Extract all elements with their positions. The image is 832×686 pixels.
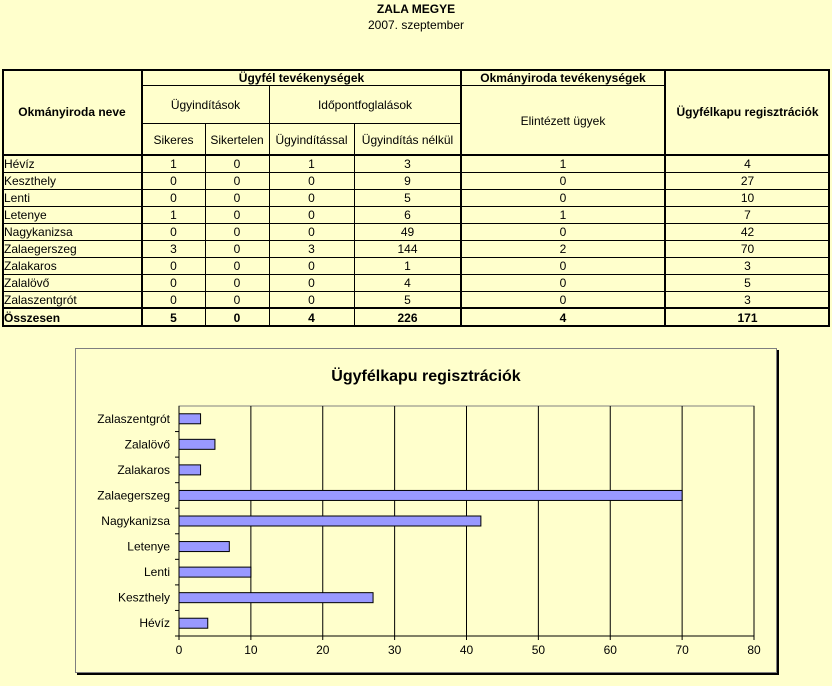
table-cell: 3 — [170, 241, 177, 256]
table-cell: 0 — [308, 292, 315, 307]
table-cell: 0 — [233, 258, 241, 273]
table-cell: 0 — [233, 292, 241, 307]
header-idopontfoglalasok: Időpontfoglalások — [317, 98, 413, 112]
total-cell: 0 — [233, 310, 241, 325]
table-cell: 3 — [404, 156, 411, 171]
bar-chart — [76, 349, 776, 672]
table-gridline — [205, 124, 206, 327]
table-cell: 0 — [308, 275, 315, 290]
table-gridline — [269, 86, 270, 124]
table-gridline — [354, 124, 355, 327]
x-tick-label: 10 — [244, 643, 258, 657]
table-row-separator — [4, 291, 828, 292]
y-category-label: Hévíz — [139, 616, 170, 631]
table-gridline — [141, 69, 143, 327]
table-border-top — [2, 69, 830, 71]
page-title: ZALA MEGYE — [376, 2, 456, 16]
bar — [179, 618, 208, 628]
x-tick-label: 40 — [459, 643, 474, 657]
header-elintezett-ugyek: Elintézett ügyek — [520, 113, 606, 128]
table-row-separator — [4, 240, 828, 241]
table-cell: 1 — [308, 156, 315, 171]
total-cell: 5 — [170, 310, 177, 325]
y-category-label: Keszthely — [117, 590, 170, 605]
table-cell: 1 — [559, 207, 567, 222]
header-ugyfelkapu-regisztraciok: Ügyfélkapu regisztrációk — [676, 105, 819, 119]
table-cell: 3 — [744, 292, 751, 307]
bar — [179, 414, 201, 424]
table-cell: 3 — [308, 241, 315, 256]
y-category-label: Zalaszentgrót — [97, 411, 170, 426]
bar — [179, 593, 373, 603]
x-tick-label: 50 — [531, 643, 546, 657]
bar — [179, 439, 215, 449]
table-cell: 0 — [308, 173, 315, 188]
y-category-label: Nagykanizsa — [101, 514, 170, 528]
chart-title: Ügyfélkapu regisztrációk — [331, 368, 521, 385]
y-category-label: Zalalövő — [124, 437, 170, 452]
header-ugyinditasok: Ügyindítások — [170, 98, 241, 112]
header-ugyinditassal: Ügyindítással — [275, 132, 348, 147]
table-cell: 70 — [740, 241, 755, 256]
table-cell: 0 — [233, 224, 241, 239]
table-cell: 0 — [233, 275, 241, 290]
table-cell: 0 — [559, 173, 567, 188]
table-cell: 0 — [170, 275, 177, 290]
table-cell: 1 — [170, 156, 177, 171]
row-office-name: Lenti — [4, 190, 31, 205]
row-office-name: Nagykanizsa — [4, 224, 73, 239]
table-total-separator — [2, 307, 830, 309]
row-office-name: Zalaegerszeg — [4, 241, 77, 256]
row-office-name: Keszthely — [4, 173, 57, 188]
header-sikertelen: Sikertelen — [210, 132, 264, 147]
table-gridline — [142, 123, 461, 124]
table-cell: 9 — [404, 173, 411, 188]
bar — [179, 542, 229, 552]
table-cell: 0 — [170, 224, 177, 239]
y-category-label: Zalaegerszeg — [97, 488, 170, 503]
x-tick-label: 20 — [316, 643, 330, 657]
row-office-name: Zalalövő — [4, 275, 50, 290]
page-subtitle: 2007. szeptember — [367, 18, 465, 32]
table-cell: 42 — [740, 224, 755, 239]
table-cell: 0 — [233, 190, 241, 205]
table-cell: 0 — [170, 292, 177, 307]
row-office-name: Zalaszentgrót — [4, 292, 77, 307]
table-cell: 0 — [559, 190, 567, 205]
table-cell: 0 — [170, 190, 177, 205]
table-cell: 7 — [744, 207, 751, 222]
table-cell: 1 — [559, 156, 567, 171]
table-cell: 4 — [404, 275, 411, 290]
table-row-separator — [4, 223, 828, 224]
bar — [179, 567, 251, 577]
table-cell: 0 — [559, 258, 567, 273]
total-cell: 226 — [397, 310, 418, 325]
table-cell: 27 — [740, 173, 755, 188]
table-cell: 0 — [559, 275, 567, 290]
table-gridline — [460, 69, 462, 327]
table-cell: 6 — [404, 207, 411, 222]
bar — [179, 516, 481, 526]
table-cell: 0 — [308, 190, 315, 205]
table-border-left — [2, 69, 4, 327]
table-border-bottom — [2, 325, 830, 327]
table-cell: 0 — [559, 292, 567, 307]
table-cell: 3 — [744, 258, 751, 273]
row-office-name: Hévíz — [4, 156, 35, 171]
table-cell: 1 — [404, 258, 411, 273]
x-tick-label: 60 — [603, 643, 617, 657]
table-cell: 0 — [170, 258, 177, 273]
table-cell: 0 — [233, 156, 241, 171]
header-ugyinditas-nelkul: Ügyindítás nélkül — [361, 132, 454, 147]
table-gridline — [664, 69, 666, 327]
header-okmanyiroda-neve: Okmányiroda neve — [18, 105, 126, 119]
table-cell: 0 — [559, 224, 567, 239]
table-row-separator — [4, 172, 828, 173]
total-cell: 4 — [559, 310, 567, 325]
table-header-separator — [2, 154, 830, 156]
total-cell: 171 — [737, 310, 758, 325]
table-row-separator — [4, 257, 828, 258]
table-cell: 10 — [740, 190, 755, 205]
total-label: Összesen — [4, 310, 61, 325]
x-tick-label: 70 — [675, 643, 689, 657]
table-cell: 5 — [404, 190, 411, 205]
table-gridline — [142, 85, 665, 86]
table-cell: 0 — [233, 173, 241, 188]
table-cell: 5 — [744, 275, 751, 290]
header-sikeres: Sikeres — [153, 132, 194, 147]
table-row-separator — [4, 189, 828, 190]
table-cell: 1 — [170, 207, 177, 222]
table-cell: 0 — [308, 224, 315, 239]
bar — [179, 490, 682, 500]
table-border-right — [828, 69, 830, 327]
table-cell: 0 — [170, 173, 177, 188]
y-category-label: Letenye — [127, 539, 170, 554]
y-category-label: Zalakaros — [117, 462, 170, 477]
row-office-name: Letenye — [4, 207, 47, 222]
x-tick-label: 80 — [747, 643, 761, 657]
table-row-separator — [4, 206, 828, 207]
table-gridline — [269, 124, 270, 327]
y-category-label: Lenti — [143, 565, 170, 580]
table-row-separator — [4, 274, 828, 275]
table-cell: 144 — [397, 241, 418, 256]
table-cell: 0 — [233, 207, 241, 222]
table-cell: 0 — [233, 241, 241, 256]
table-cell: 4 — [744, 156, 751, 171]
row-office-name: Zalakaros — [4, 258, 57, 273]
table-cell: 49 — [400, 224, 415, 239]
header-okmanyiroda-tevekenysegek: Okmányiroda tevékenységek — [480, 70, 646, 85]
total-cell: 4 — [308, 310, 315, 325]
table-cell: 5 — [404, 292, 411, 307]
chart-container — [75, 348, 777, 673]
x-tick-label: 30 — [387, 643, 402, 657]
x-tick-label: 0 — [175, 643, 183, 657]
header-ugyfel-tevekenysegek: Ügyfél tevékenységek — [238, 70, 365, 85]
bar — [179, 465, 201, 475]
table-cell: 0 — [308, 258, 315, 273]
table-cell: 0 — [308, 207, 315, 222]
table-cell: 2 — [559, 241, 567, 256]
